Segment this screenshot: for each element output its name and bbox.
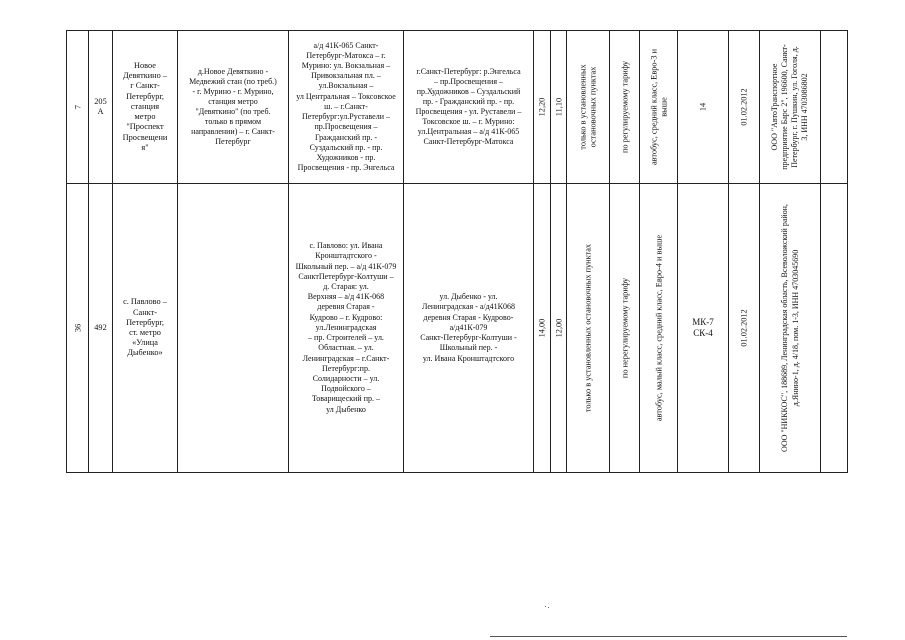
stop-order-cell xyxy=(567,31,609,183)
vehicle-class: автобус, средний класс, Евро-3 и выше xyxy=(649,48,668,166)
length-forward-cell xyxy=(534,184,550,472)
row-number: 7 xyxy=(72,104,82,110)
start-date: 01.02.2012 xyxy=(739,309,749,347)
stop-order: только в установленных остановочных пунктах xyxy=(578,64,597,150)
path-forward: с. Павлово: ул. Ивана Кронштадтского - Школьный пер. – а/д 41К-079 СанктПетербург-Колтуши – д. Старая: ул. Верхняя – а/д 41К-068 деревня Старая - Кудрово – г. Кудрово: ул.Ленинградская – пр. Строителей – ул. Областная. – ул. Ленинградская – г.Санкт- Петербург:пр. Солидарности – ул. Подвойского – Товарищеский пр. – ул Дыбенко xyxy=(295,241,397,414)
path-forward: а/д 41К-065 Санкт- Петербург-Матокса – г. Мурино: ул. Вокзальная – Привокзальная пл. – ул.Вокзальная – ул Центральная – Токсовское ш. – г.Санкт- Петербург:ул.Руставели – пр.Просвещения – Гражданский пр. - Суздальский пр. - пр. Художников - пр. Просвещения - пр. Энгельса xyxy=(296,40,396,173)
start-date-cell xyxy=(729,184,759,472)
start-date: 01.02.2012 xyxy=(739,88,749,126)
vehicle-count-cell xyxy=(678,31,728,183)
path-backward: ул. Дыбенко - ул. Ленинградская - а/д41К068 деревня Старая - Кудрово- а/д41К-079 Санкт-Петербург-Колтуши - Школьный пер. - ул. Ивана Кронштадтского xyxy=(420,292,517,363)
length-backward-cell xyxy=(551,184,566,472)
col-border xyxy=(847,30,848,473)
row-number: 36 xyxy=(72,323,82,333)
carrier-cell xyxy=(760,184,820,472)
col-border xyxy=(820,30,821,473)
length-forward: 12,20 xyxy=(537,97,547,117)
length-forward: 14,00 xyxy=(537,318,547,338)
intermediate-stops: д.Новое Девяткино - Медвежий стан (по треб.) - г. Мурино - г. Мурино, станция метро "Девяткино" (по треб. только в прямом направлении) – г. Санкт- Петербург xyxy=(189,67,277,146)
tariff: по регулируемому тарифу xyxy=(619,60,629,154)
scan-speck xyxy=(545,606,546,607)
carrier-cell xyxy=(760,31,820,183)
vehicle-count: 14 xyxy=(698,102,708,112)
route-name: Новое Девяткино – г Санкт- Петербург, станция метро "Проспект Просвещени я" xyxy=(122,61,168,152)
row-number-cell xyxy=(67,184,88,472)
tariff-cell xyxy=(610,184,639,472)
length-backward: 12,00 xyxy=(553,318,563,338)
tariff-cell xyxy=(610,31,639,183)
vehicle-count: МК-7 СК-4 xyxy=(692,317,714,338)
scan-speck xyxy=(548,607,549,608)
vehicle-cell xyxy=(640,31,677,183)
route-name: с. Павлово – Санкт- Петербург, ст. метро «Улица Дыбенко» xyxy=(123,297,167,358)
route-number: 205 А xyxy=(94,96,107,116)
route-number: 492 xyxy=(94,322,107,332)
carrier: ООО "АвтоТранспортное предприятие Барс 2", 196600, Санкт- Петербург, г. Пушкин, ул. Гоголя, д. 3, ИНН 4703086802 xyxy=(770,44,809,170)
stop-order-cell xyxy=(567,184,609,472)
start-date-cell xyxy=(729,31,759,183)
length-backward-cell xyxy=(551,31,566,183)
carrier: ООО "НИККОС", 188689, Ленинградская область, Всеволожский район, д.Янино-1, д. 4/18, пом. 1-3, ИНН 4703045690 xyxy=(780,204,800,452)
vehicle-class: автобус, малый класс, средний класс, Евро-4 и выше xyxy=(653,234,663,422)
path-backward: г.Санкт-Петербург: р.Энгельса – пр.Просвещения – пр.Художников – Суздальский пр. - Гражданский пр. - пр. Просвещения - ул. Руставели – Токсовское ш. – г. Мурино: ул.Центральная – а/д 41К-065 Санкт-Петербург-Матокса xyxy=(415,67,522,146)
length-forward-cell xyxy=(534,31,550,183)
stop-order: только в установленных остановочных пунктах xyxy=(583,243,593,413)
footer-line xyxy=(490,636,847,637)
table-bottom-border xyxy=(66,472,847,473)
vehicle-cell xyxy=(640,184,677,472)
row-number-cell xyxy=(67,31,88,183)
intermediate-stops xyxy=(178,184,288,472)
length-backward: 11,10 xyxy=(553,97,563,117)
tariff: по нерегулируемому тарифу xyxy=(619,277,629,379)
